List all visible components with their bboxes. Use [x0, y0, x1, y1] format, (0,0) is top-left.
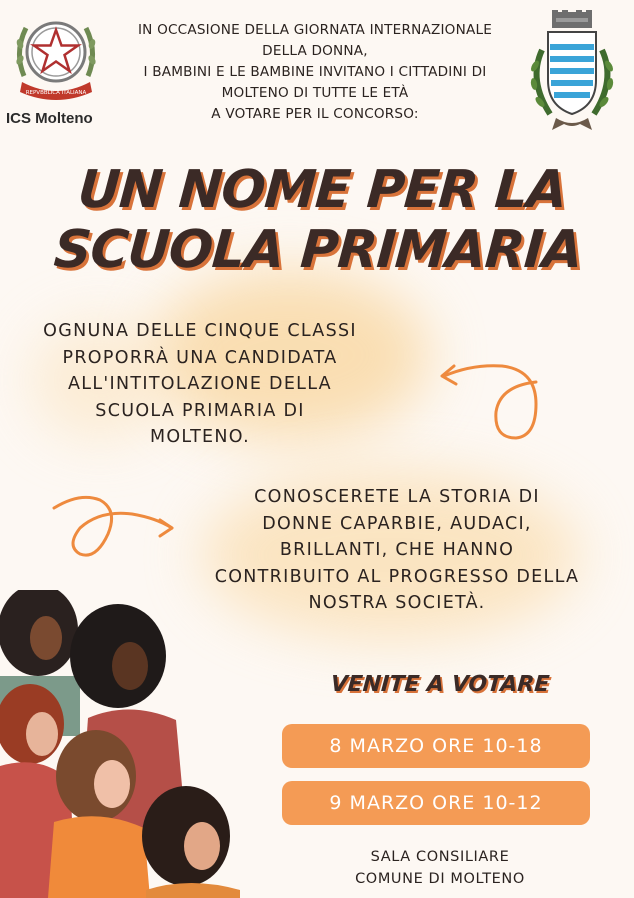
- paragraph-line: NOSTRA SOCIETÀ.: [308, 593, 486, 613]
- header-line: A VOTARE PER IL CONCORSO:: [211, 106, 419, 122]
- vote-cta-heading: VENITE A VOTARE: [329, 672, 551, 697]
- seal-ribbon-text: REPVBBLICA ITALIANA: [25, 90, 87, 96]
- header-line: IN OCCASIONE DELLA GIORNATA INTERNAZIONALE: [137, 22, 493, 38]
- paragraph-line: BRILLANTI, CHE HANNO: [279, 540, 515, 560]
- paragraph-line: ALL'INTITOLAZIONE DELLA: [68, 374, 332, 394]
- venue-info: [300, 846, 580, 890]
- header-line: MOLTENO DI TUTTE LE ETÀ: [221, 85, 409, 101]
- women-illustration: [0, 590, 240, 898]
- title-line: SCUOLA PRIMARIA: [51, 220, 584, 280]
- title-line: UN NOME PER LA: [75, 160, 569, 220]
- poster-title: [36, 160, 604, 280]
- date-badge-8-marzo: 8 MARZO ORE 10-18: [282, 724, 590, 768]
- venue-line: SALA CONSILIARE: [370, 849, 510, 865]
- curly-arrow-left-icon: [432, 346, 552, 456]
- comune-crest-icon: [522, 10, 622, 138]
- header-line: I BAMBINI E LE BAMBINE INVITANO I CITTADINI DI: [143, 64, 487, 80]
- paragraph-line: DONNE CAPARBIE, AUDACI,: [262, 513, 532, 534]
- paragraph-line: OGNUNA DELLE CINQUE CLASSI: [43, 321, 357, 341]
- stories-paragraph: [182, 484, 612, 617]
- ics-logo: [6, 8, 106, 127]
- intro-header: [105, 20, 525, 125]
- date-badge-9-marzo: 9 MARZO ORE 10-12: [282, 781, 590, 825]
- paragraph-line: MOLTENO.: [149, 427, 251, 447]
- paragraph-line: PROPORRÀ UNA CANDIDATA: [62, 347, 338, 368]
- school-name: ICS Molteno: [6, 110, 93, 127]
- paragraph-line: SCUOLA PRIMARIA DI: [95, 400, 305, 421]
- header-line: DELLA DONNA,: [262, 43, 368, 59]
- paragraph-line: CONOSCERETE LA STORIA DI: [254, 487, 540, 507]
- repubblica-italiana-emblem-icon: [12, 8, 100, 102]
- paragraph-line: CONTRIBUITO AL PROGRESSO DELLA: [214, 566, 580, 587]
- candidates-paragraph: [20, 318, 380, 451]
- curly-arrow-right-icon: [44, 488, 184, 578]
- venue-line: COMUNE DI MOLTENO: [355, 871, 525, 887]
